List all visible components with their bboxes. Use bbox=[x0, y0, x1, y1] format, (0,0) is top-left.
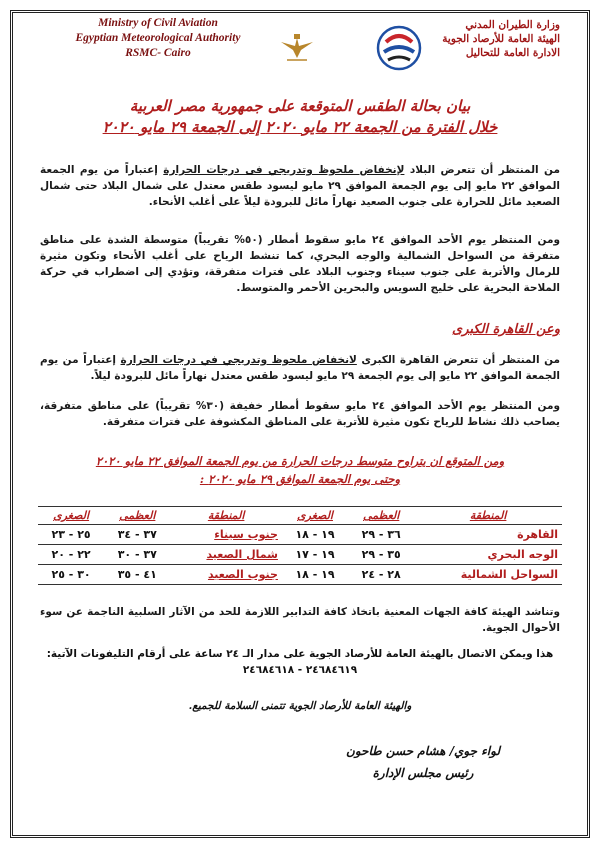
table-row bbox=[38, 545, 562, 565]
region-cell: القاهرة bbox=[414, 525, 562, 545]
paragraph-1 bbox=[40, 162, 560, 210]
title-line-1: بيان بحالة الطقس المتوقعة على جمهورية مصر العربية bbox=[129, 97, 471, 115]
min-cell: ٣٠ - ٢٥ bbox=[38, 565, 104, 585]
greater-cairo-heading: وعن القاهرة الكبرى bbox=[452, 322, 560, 337]
p3-text-b: إعتباراً من يوم الجمعة الموافق ٢٢ مايو إلى يوم الجمعة ٢٩ مايو ليسود طقس معتدل نهاراً مائل للبرودة ليلاً. bbox=[40, 354, 560, 382]
max-cell: ٣٧ - ٣٤ bbox=[104, 525, 170, 545]
contact-text: هذا ويمكن الاتصال بالهيئة العامة للأرصاد الجوية على مدار الـ ٢٤ ساعة على أرقام التليفونات الآتية: bbox=[46, 648, 554, 660]
letterhead-english bbox=[48, 16, 268, 61]
p3-emphasis: لانخفاض ملحوظ وتدريجي في درجات الحرارة bbox=[120, 354, 357, 366]
header-min: الصغرى bbox=[282, 507, 348, 525]
p1-emphasis: لإنخفاض ملحوظ وتدريجي فى درجات الحرارة bbox=[163, 164, 405, 176]
department-name-ar: الادارة العامة للتحاليل bbox=[465, 47, 560, 59]
max-cell: ٢٨ - ٢٤ bbox=[348, 565, 414, 585]
p1-text-b: إعتباراً من يوم الجمعة الموافق ٢٢ مايو إلى يوم الجمعة الموافق ٢٩ مايو ليسود طقس معتدل على شمال البلاد حتى شمال الصعيد مائل للحرارة على جنوب الصعيد نهاراً مائل للبرودة ليلاً على أغلب الأنحاء. bbox=[40, 164, 560, 208]
aviation-emblem-icon bbox=[279, 28, 315, 64]
min-cell: ١٩ - ١٨ bbox=[282, 565, 348, 585]
header-region: المنطقة bbox=[414, 507, 562, 525]
table-header-row bbox=[38, 507, 562, 525]
paragraph-4: ومن المنتظر يوم الأحد الموافق ٢٤ مايو سقوط أمطار خفيفة (٣٠% تقريباً) على مناطق متفرقة، يصاحب ذلك نشاط للرياح تكون مثيرة للأتربة على المناطق المكشوفة على فترات متفرقة. bbox=[40, 400, 561, 428]
max-cell: ٣٦ - ٢٩ bbox=[348, 525, 414, 545]
title-line-2: خلال الفترة من الجمعة ٢٢ مايو ٢٠٢٠ إلى الجمعة ٢٩ مايو ٢٠٢٠ bbox=[102, 118, 498, 136]
region-cell: جنوب الصعيد bbox=[170, 565, 282, 585]
region-cell: جنوب سيناء bbox=[170, 525, 282, 545]
contact-block bbox=[40, 646, 560, 678]
authority-name-en: Egyptian Meteorological Authority bbox=[75, 32, 241, 44]
region-cell: الوجه البحري bbox=[414, 545, 562, 565]
temperature-heading-line-1: ومن المتوقع ان يتراوح متوسط درجات الحرارة من يوم الجمعة الموافق ٢٢ مايو ٢٠٢٠ bbox=[95, 454, 505, 468]
max-cell: ٣٥ - ٢٩ bbox=[348, 545, 414, 565]
temperature-heading-line-2: وحتى يوم الجمعة الموافق ٢٩ مايو ٢٠٢٠ : bbox=[199, 472, 401, 486]
table-row bbox=[38, 525, 562, 545]
p1-text-a: من المنتظر أن تتعرض البلاد bbox=[409, 164, 561, 176]
header-min-2: الصغرى bbox=[38, 507, 104, 525]
letterhead bbox=[14, 8, 586, 86]
closing-wish: والهيئة العامة للأرصاد الجوية تتمنى السلامة للجميع. bbox=[188, 700, 412, 712]
max-cell: ٣٧ - ٣٠ bbox=[104, 545, 170, 565]
header-region-2: المنطقة bbox=[170, 507, 282, 525]
signatory-title: رئيس مجلس الإدارة bbox=[372, 766, 474, 780]
letterhead-arabic bbox=[400, 18, 560, 60]
document-title bbox=[60, 96, 540, 138]
table-row bbox=[38, 565, 562, 585]
min-cell: ١٩ - ١٨ bbox=[282, 525, 348, 545]
region-cell: شمال الصعيد bbox=[170, 545, 282, 565]
signatory-name: لواء جوي/ هشام حسن طاحون bbox=[346, 744, 500, 758]
min-cell: ١٩ - ١٧ bbox=[282, 545, 348, 565]
header-max: العظمى bbox=[348, 507, 414, 525]
temperature-table bbox=[38, 506, 562, 585]
paragraph-5: وتناشد الهيئة كافة الجهات المعنية باتخاذ كافة التدابير اللازمة للحد من الآثار السلبية الناجمة عن سوء الأحوال الجوية. bbox=[40, 606, 560, 634]
paragraph-2: ومن المنتظر يوم الأحد الموافق ٢٤ مايو سقوط أمطار (٥٠% تقريباً) متوسطة الشدة على مناطق متفرقة من السواحل الشمالية والوجه البحري، كما تنشط الرياح على أغلب الأنحاء وتكون مثيرة للرمال والأتربة على جنوب سيناء وجنوب البلاد على فترات متفرقة، وتؤدي إلى اضطراب في حركة الملاحة البحرية على خليج السويس والبحرين الأحمر والمتوسط. bbox=[40, 234, 561, 294]
header-max-2: العظمى bbox=[104, 507, 170, 525]
p3-text-a: من المنتظر أن تتعرض القاهرة الكبرى bbox=[361, 354, 561, 366]
min-cell: ٢٢ - ٢٠ bbox=[38, 545, 104, 565]
authority-name-ar: الهيئة العامة للأرصاد الجوية bbox=[442, 33, 560, 45]
phone-numbers: ٢٤٦٨٤٦١٩ - ٢٤٦٨٤٦١٨ bbox=[242, 664, 358, 676]
temperature-range-heading bbox=[40, 452, 560, 488]
max-cell: ٤١ - ٣٥ bbox=[104, 565, 170, 585]
min-cell: ٢٥ - ٢٣ bbox=[38, 525, 104, 545]
ministry-name-en: Ministry of Civil Aviation bbox=[98, 17, 218, 29]
ministry-name-ar: وزارة الطيران المدني bbox=[465, 19, 560, 31]
paragraph-3 bbox=[40, 352, 560, 384]
signature-block bbox=[346, 740, 500, 784]
region-cell: السواحل الشمالية bbox=[414, 565, 562, 585]
rsmc-label: RSMC- Cairo bbox=[125, 47, 191, 59]
